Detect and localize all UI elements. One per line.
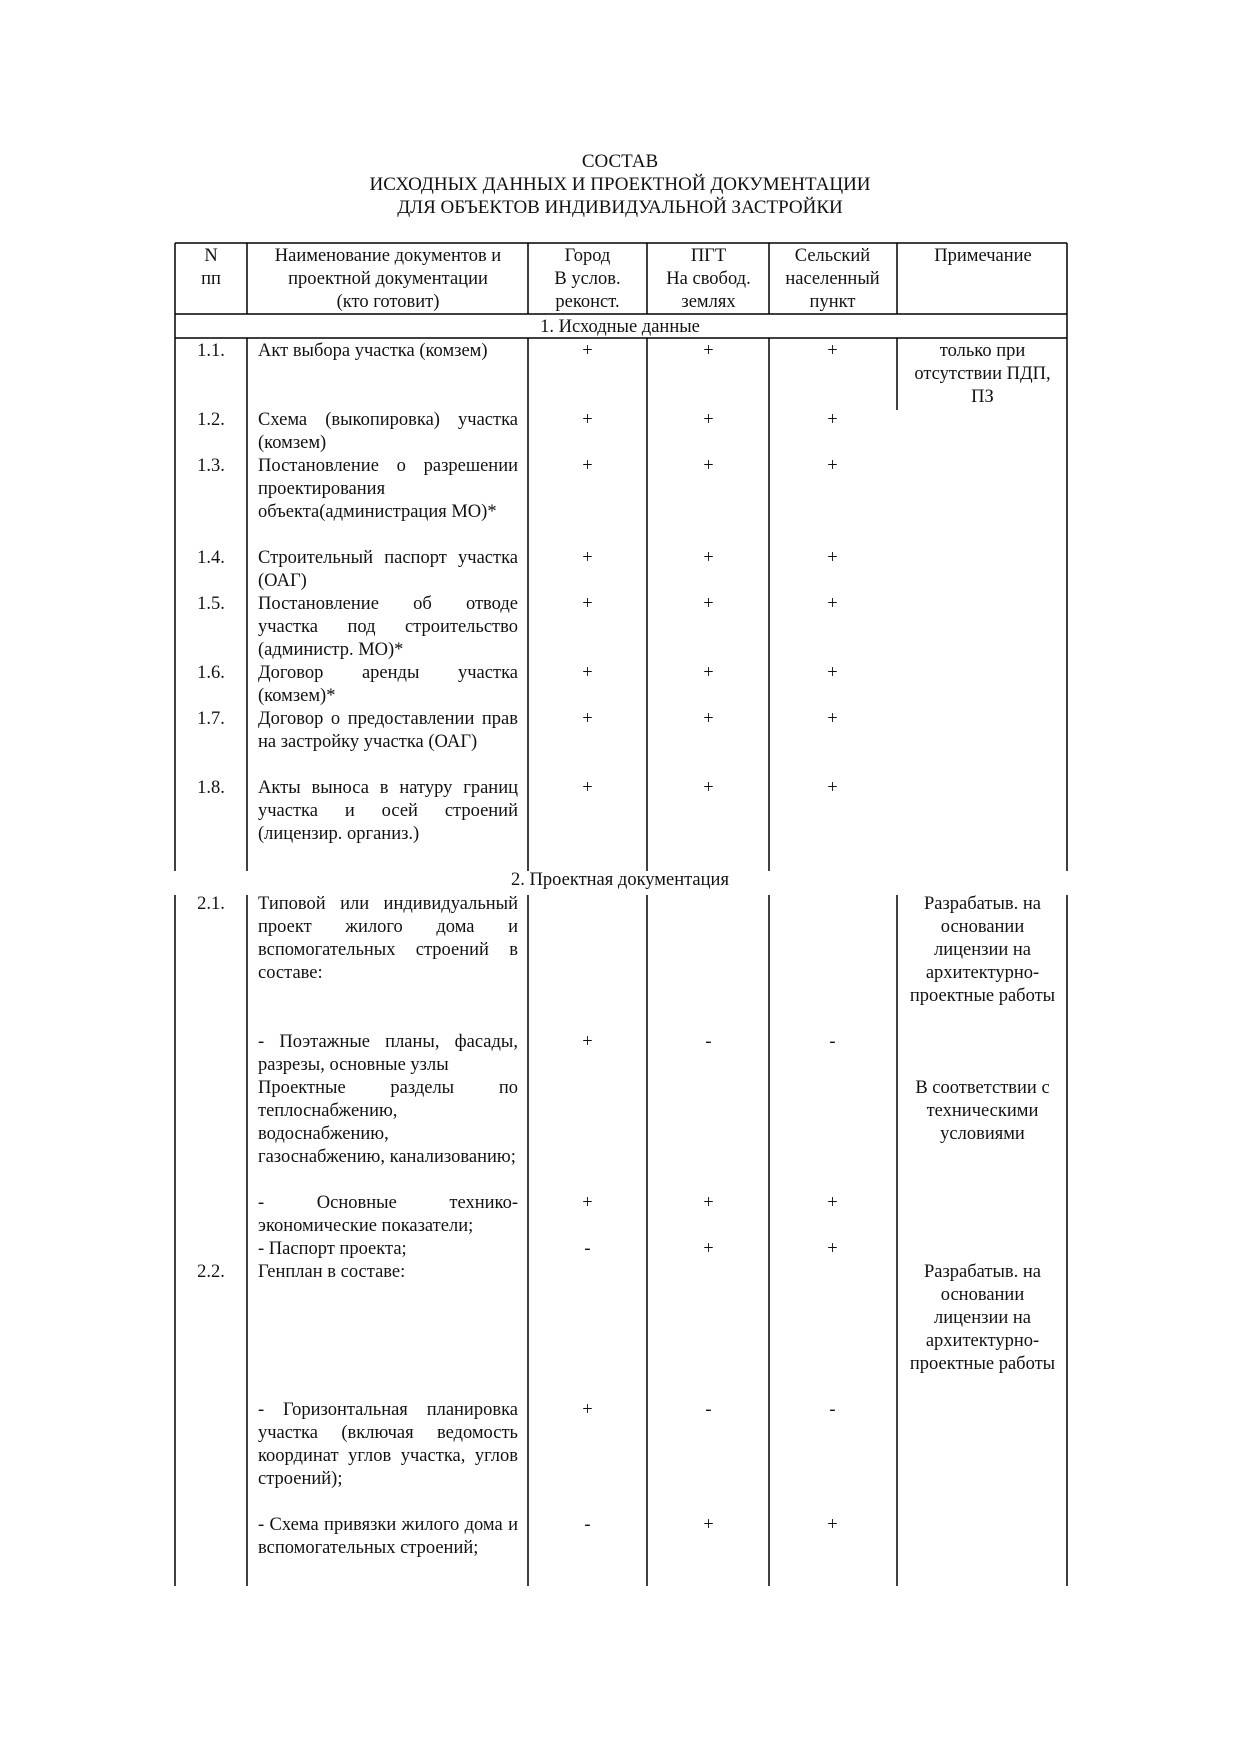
row-rural-mark: -: [829, 1400, 836, 1420]
header-name-line: (кто готовит): [336, 292, 440, 312]
row-rural-mark: +: [827, 709, 838, 729]
header-pgt: [650, 245, 767, 314]
row-name: Акт выбора участка (комзем): [258, 341, 488, 361]
title-line-2: ИСХОДНЫХ ДАННЫХ И ПРОЕКТНОЙ ДОКУМЕНТАЦИИ: [369, 174, 871, 195]
header-rural-line: населенный: [785, 269, 880, 289]
header-city: [531, 245, 644, 314]
row-pgt-mark: -: [705, 1032, 712, 1052]
row-number: 1.4.: [197, 548, 225, 568]
title-line-3: ДЛЯ ОБЪЕКТОВ ИНДИВИДУАЛЬНОЙ ЗАСТРОЙКИ: [397, 197, 843, 218]
row-note: Разрабатыв. на основании лицензии на архитектурно-проектные работы: [909, 894, 1056, 1006]
header-note: Примечание: [934, 246, 1032, 266]
row-rural-mark: +: [827, 594, 838, 614]
row-rural-mark: +: [827, 1515, 838, 1535]
row-name: Схема (выкопировка) участка (комзем): [258, 410, 518, 453]
header-rural: [772, 245, 893, 314]
row-name: - Основные технико-экономические показатели;: [258, 1193, 518, 1236]
row-city-mark: +: [582, 709, 593, 729]
section-heading-1: 1. Исходные данные: [540, 317, 700, 337]
row-rural-mark: +: [827, 663, 838, 683]
row-city-mark: +: [582, 594, 593, 614]
row-pgt-mark: +: [703, 594, 714, 614]
header-city-line: реконст.: [555, 292, 620, 312]
header-city-line: Город: [564, 246, 611, 266]
header-rural-line: Сельский: [794, 246, 871, 266]
row-city-mark: +: [582, 1400, 593, 1420]
row-city-mark: +: [582, 410, 593, 430]
row-city-mark: -: [584, 1239, 591, 1259]
row-number: 1.5.: [197, 594, 225, 614]
row-name: Постановление об отводе участка под строительство (администр. МО)*: [258, 594, 518, 660]
row-city-mark: +: [582, 1193, 593, 1213]
row-name: - Схема привязки жилого дома и вспомогательных строений;: [258, 1515, 518, 1558]
row-name: Договор о предоставлении прав на застройку участка (ОАГ): [258, 709, 518, 752]
row-number: 1.3.: [197, 456, 225, 476]
header-pgt-line: На свобод.: [666, 269, 751, 289]
header-pgt-line: землях: [681, 292, 736, 312]
row-name: Генплан в составе:: [258, 1262, 406, 1282]
row-name: Постановление о разрешении проектирования объекта(администрация МО)*: [258, 456, 518, 522]
row-note: В соответствии с техническими условиями: [915, 1078, 1050, 1144]
row-city-mark: +: [582, 1032, 593, 1052]
row-name: - Поэтажные планы, фасады, разрезы, основные узлы: [258, 1032, 518, 1075]
row-name: Типовой или индивидуальный проект жилого дома и вспомогательных строений в составе:: [258, 894, 518, 983]
row-pgt-mark: +: [703, 1515, 714, 1535]
row-number: 1.8.: [197, 778, 225, 798]
row-rural-mark: +: [827, 1193, 838, 1213]
row-rural-mark: +: [827, 778, 838, 798]
row-number: 1.7.: [197, 709, 225, 729]
row-rural-mark: +: [827, 341, 838, 361]
row-pgt-mark: +: [703, 410, 714, 430]
row-city-mark: +: [582, 548, 593, 568]
document-title: [0, 150, 1240, 219]
row-note: Разрабатыв. на основании лицензии на архитектурно-проектные работы: [909, 1262, 1056, 1374]
row-number: 2.1.: [197, 894, 225, 914]
row-name: Договор аренды участка (комзем)*: [258, 663, 518, 706]
row-pgt-mark: -: [705, 1400, 712, 1420]
row-pgt-mark: +: [703, 341, 714, 361]
row-city-mark: +: [582, 456, 593, 476]
row-city-mark: +: [582, 341, 593, 361]
row-pgt-mark: +: [703, 778, 714, 798]
header-city-line: В услов.: [554, 269, 621, 289]
row-rural-mark: +: [827, 410, 838, 430]
row-pgt-mark: +: [703, 1239, 714, 1259]
row-rural-mark: +: [827, 1239, 838, 1259]
row-name: - Паспорт проекта;: [258, 1239, 407, 1259]
row-name: Строительный паспорт участка (ОАГ): [258, 548, 518, 591]
row-pgt-mark: +: [703, 709, 714, 729]
row-rural-mark: -: [829, 1032, 836, 1052]
header-name-line: Наименование документов и: [274, 246, 502, 266]
row-number: 2.2.: [197, 1262, 225, 1282]
header-num-line: N: [204, 246, 218, 266]
row-city-mark: -: [584, 1515, 591, 1535]
row-pgt-mark: +: [703, 548, 714, 568]
row-name: Акты выноса в натуру границ участка и осей строений (лицензир. организ.): [258, 778, 518, 844]
header-num-line: пп: [201, 269, 221, 289]
row-pgt-mark: +: [703, 456, 714, 476]
row-name: Проектные разделы по теплоснабжению, водоснабжению, газоснабжению, канализованию;: [258, 1078, 518, 1167]
row-number: 1.6.: [197, 663, 225, 683]
row-city-mark: +: [582, 663, 593, 683]
title-line-1: СОСТАВ: [581, 151, 659, 172]
row-name: - Горизонтальная планировка участка (включая ведомость координат углов участка, углов строений);: [258, 1400, 518, 1489]
row-city-mark: +: [582, 778, 593, 798]
row-number: 1.2.: [197, 410, 225, 430]
header-name: [250, 245, 526, 314]
row-pgt-mark: +: [703, 1193, 714, 1213]
header-name-line: проектной документации: [288, 269, 488, 289]
row-rural-mark: +: [827, 548, 838, 568]
row-pgt-mark: +: [703, 663, 714, 683]
header-rural-line: пункт: [809, 292, 856, 312]
row-rural-mark: +: [827, 456, 838, 476]
header-num: [175, 245, 247, 291]
header-pgt-line: ПГТ: [690, 246, 727, 266]
row-number: 1.1.: [197, 341, 225, 361]
section-heading-2: 2. Проектная документация: [511, 870, 729, 890]
row-note: только при отсутствии ПДП, ПЗ: [914, 341, 1051, 407]
